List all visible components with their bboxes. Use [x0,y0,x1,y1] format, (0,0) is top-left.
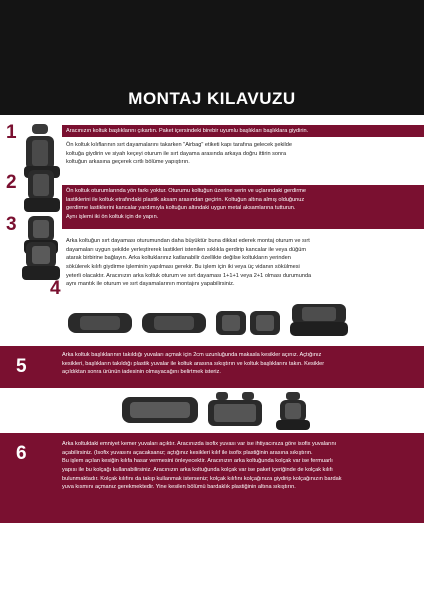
step-6-number: 6 [16,443,27,464]
step-2-bar-line: lastiklerini ile koltuk etrafındaki plastik aksam arasından geçirin. Koltuğun altına almış olduğunuz [66,196,305,203]
step-4-line: atarak birbirine bağlayın. Arka koltuklarınız katlanabilir özellikte değilse koltukların yerinden [66,255,291,262]
rear-headrest-image [206,390,264,430]
step-1-line: Ön koltuk kılıflarının sırt dayamalarını takarken "Airbag" etiketi kapı tarafına gelecek şekilde [66,142,292,148]
rear-seat-back-image [140,305,208,337]
step-5-line: açıldıktan sonra ürünün iadesinin olmayacağını belirtmek isteriz. [62,369,221,376]
rear-bench-image [120,393,200,427]
step-6-text [62,440,424,492]
step-2-bar-line: Aynı işlemi iki ön koltuk için de yapın. [66,213,159,220]
step-5-number: 5 [16,356,27,377]
step-4-line: dayamaları uygun şekilde yerleştirerek lastikleri istenilen sıklıkla gerdirip kancalar ile veya düğüm [66,246,307,253]
step-4-line: aynı mantık ile oturum ve sırt dayamalarının montajını yapabilirsiniz. [66,281,235,288]
step-4-number: 4 [50,278,61,299]
step-2-bar-line: Ön koltuk oturumlarında yön farkı yoktur. Oturumu koltuğun üzerine serin ve uçlarındaki gerdirme [66,188,307,194]
step-5-text [62,351,424,377]
step-6-line: Bu işlem açılan kesiğin kılıfa hasar vermesini önleyecektir. Aracınızın arka koltuğunda kolçak var ise fermuarlı [62,458,333,465]
step-1-bar [62,125,424,137]
rear-seat-split-image [214,305,282,337]
step-3-number: 3 [6,214,17,235]
step-1-line: koltuğun arkasına geçerek cırtlı bölüme yapıştırın. [66,159,190,166]
page-title: MONTAJ KILAVUZU [128,89,296,108]
step-2-number: 2 [6,172,17,193]
step-4-line: yeterli olacaktır. Aracınızın arka koltuk oturum ve sırt dayaması 1+1+1 veya 2+1 olması durumunda [66,272,312,279]
step-6-line: Arka koltuktaki emniyet kemer yuvaları açıktır. Aracınızda isofix yuvası var ise ihtiyacınıza göre isofix yuvalarını [62,441,337,447]
step-4-line: Arka koltuğun sırt dayaması oturumundan daha büyüktür buna dikkat ederek montaj oturum ve sırt [66,238,310,244]
step-1-line: koltuğa giydirin ve siyah keçeyi oturum ile sırt dayama arasında arkaya doğru ittirin sonra [66,150,287,157]
step-4-line: sökülerek kılıfı giydirme işleminin yapılması gerekir. Bu işlem için iki veya üç vidanın sökülmesi [66,263,300,270]
step-1-number: 1 [6,122,17,143]
rear-seat-full-image [288,300,350,340]
step-6-line: yuva kısmını açmanız gerekmektedir. Yine kesilen bölümü bardaklık plastiğinin altına sıkıştırın. [62,484,296,491]
rear-seat-cushion-image [66,305,134,337]
step-5-line: Arka koltuk başlıklarının takıldığı yuvaları açmak için 2cm uzunluğunda makasla kesikler açınız. Açtığınız [62,352,322,358]
step-1-text [66,141,292,167]
step-2-bar-line: gerdirme lastiklerini kancalar yardımıyla koltuğun altındaki uygun metal aksamlarına tutturun. [66,205,296,212]
step-6-line: yapısı ile bu kolçağı kullanabilirsiniz. Aracınızın arka koltuğunda kolçak var ise paket içeriğinde de kolçak kılıfı [62,466,333,473]
step-6-line: açabilirsiniz. (Isofix yuvasını açacaksanız; açtığınız kesikleri kılıf ile isofix plastiğinin arasına sıkıştırın. [62,449,313,456]
front-seat-image [272,390,314,432]
seat-illustration-2 [20,168,64,216]
step-5-line: kesikleri, başlıkların takıldığı plastik yuvalar ile koltuk arasına sıkıştırın ve koltuk başlıklarını takın. Kesikler [62,360,325,367]
step-6-line: bulunmaktadır. Kolçak kılıfını da takıp kullanmak isterseniz; kolçak kılıfını kolçağınıza giydirip kolçağınızın bardak [62,475,342,482]
step-2-bar [62,185,424,229]
step-1-bar-text: Aracınızın koltuk başlıklarını çıkartın. Paket içersindeki birebir uyumlu başlıkları başlıklara giydirin. [66,128,309,134]
step-4-text [66,237,311,289]
